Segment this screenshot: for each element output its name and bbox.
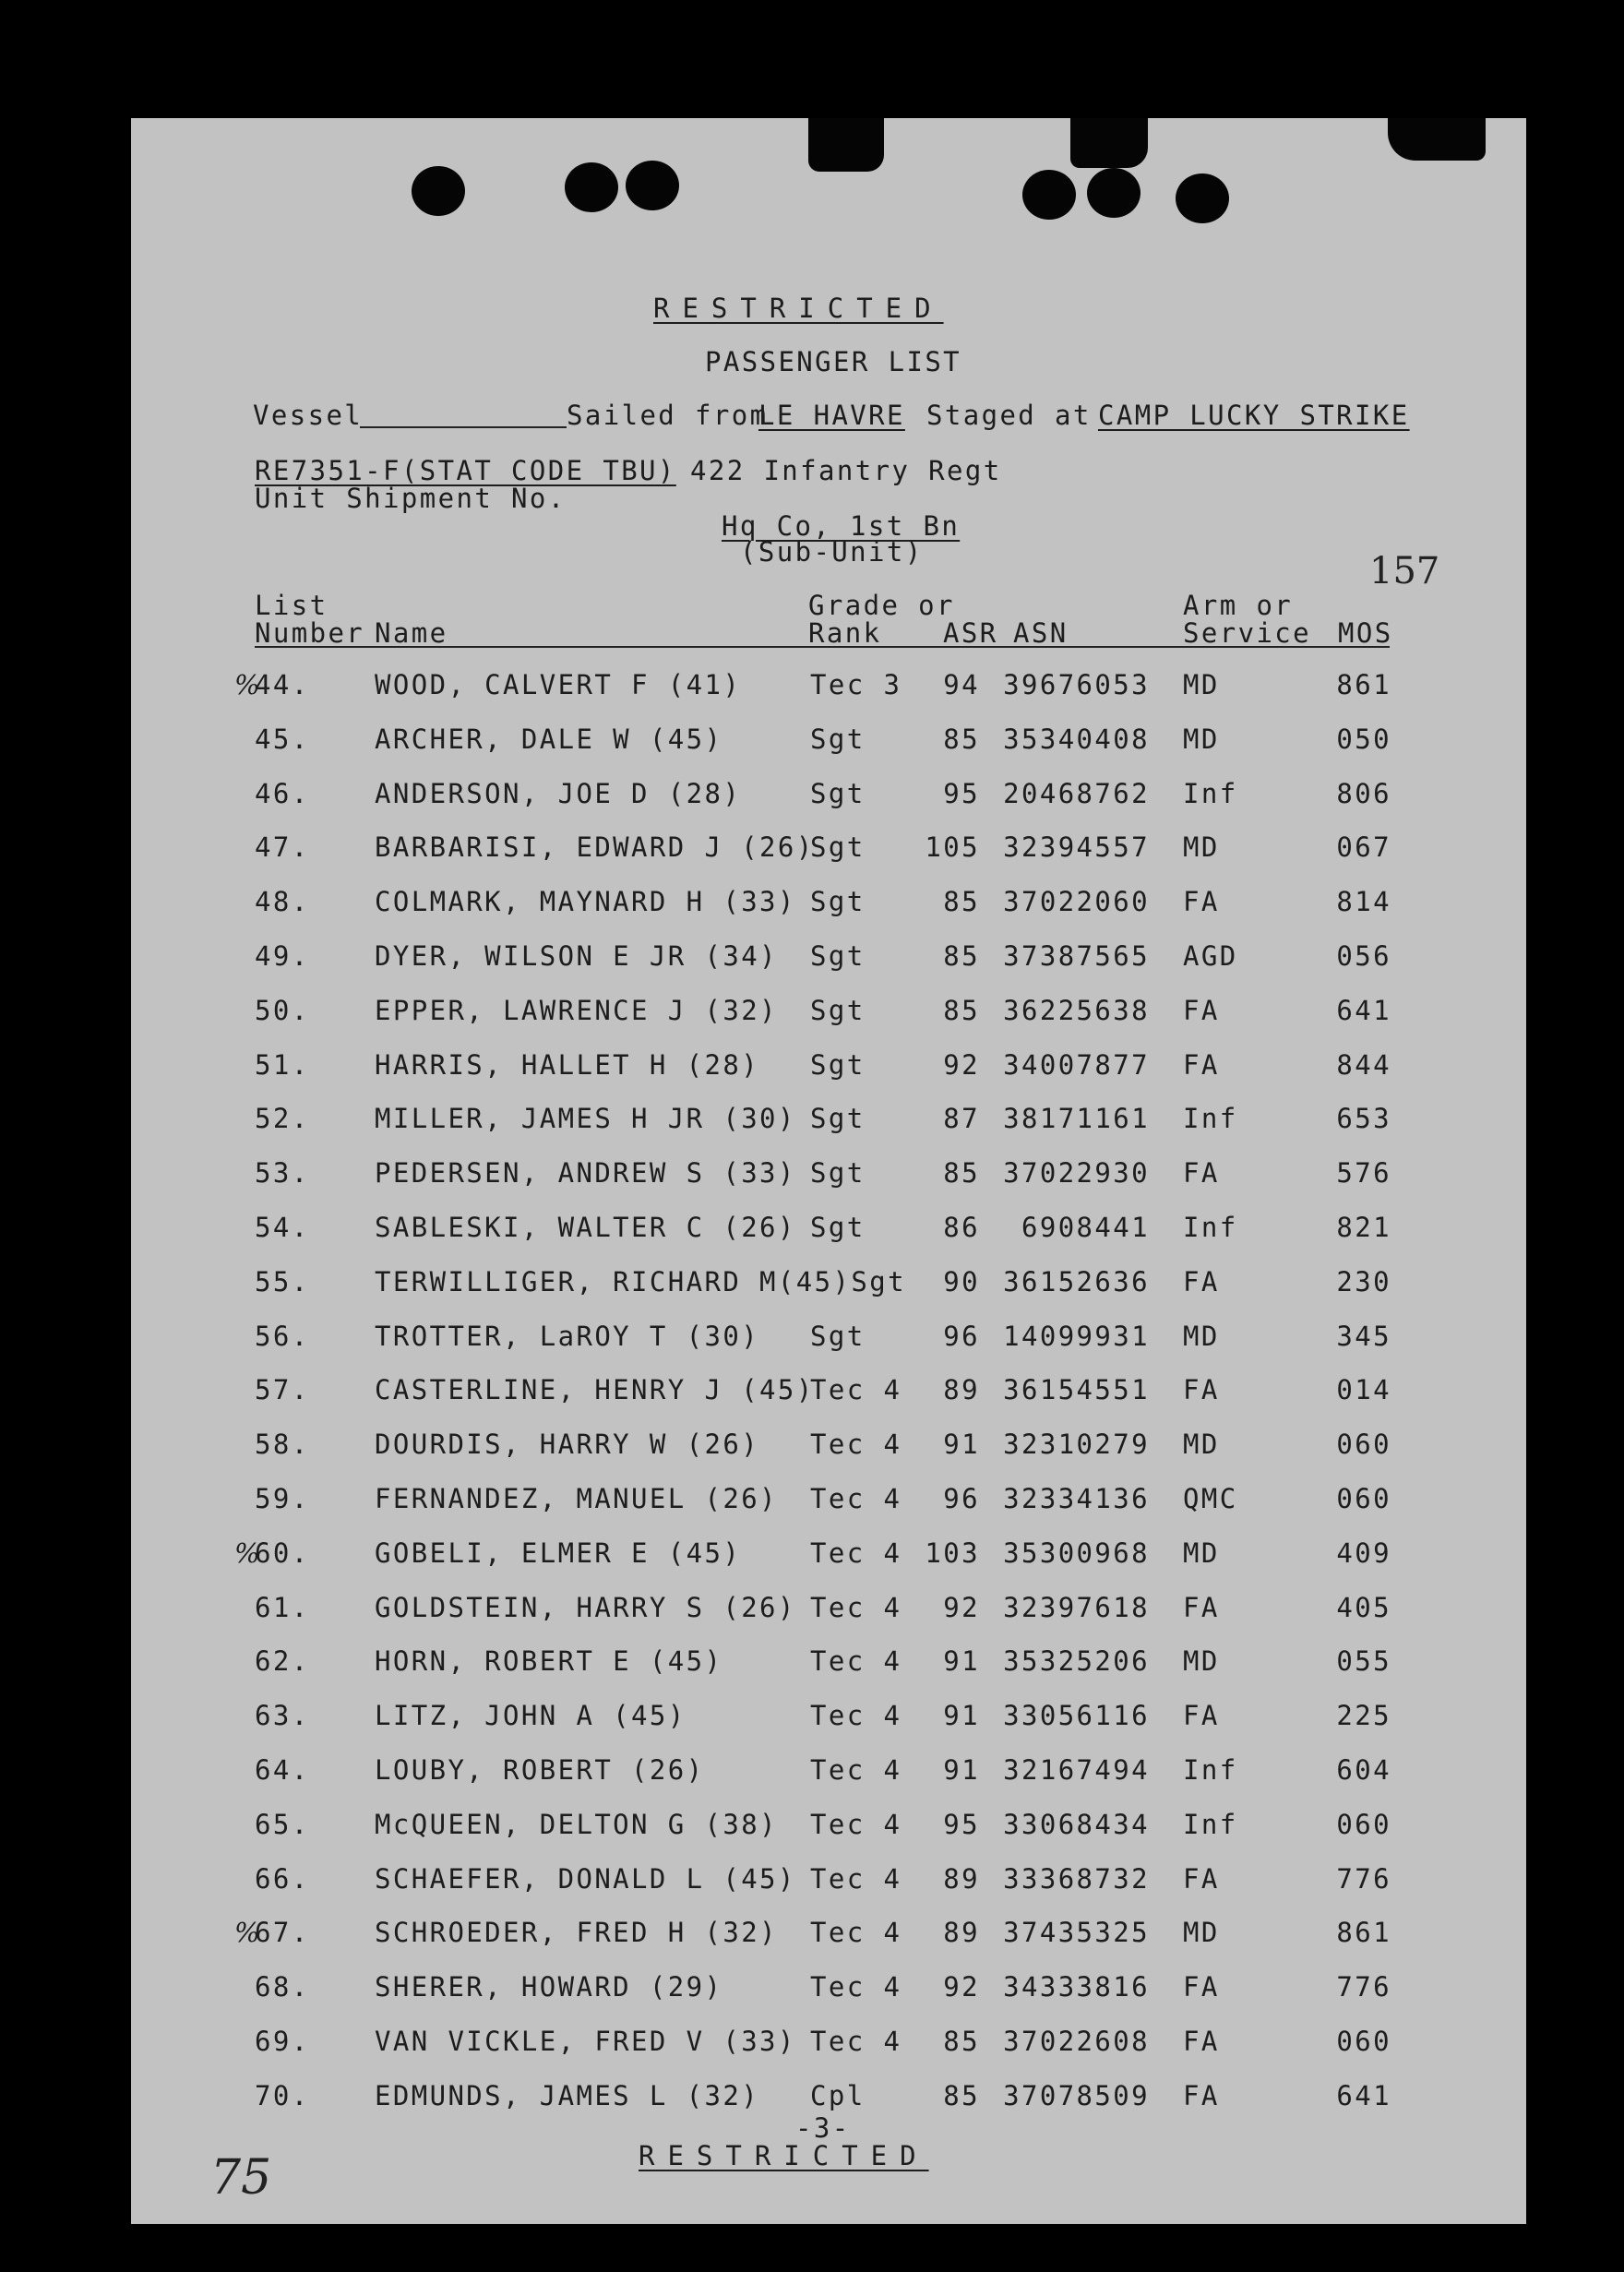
row-number: 65. [255,1808,310,1840]
row-number: 47. [255,831,310,864]
row-mos: 409 [1336,1537,1391,1569]
row-asr: 91 [943,1645,980,1678]
restricted-footer: RESTRICTED [639,2140,929,2171]
row-grade: Sgt [810,1157,866,1190]
row-grade: Sgt [810,1212,866,1243]
row-mos: 806 [1336,777,1391,809]
sub-unit: Hq Co, 1st Bn [722,510,961,542]
row-name: SCHAEFER, DONALD L (45) [375,1862,796,1895]
row-arm: MD [1183,1429,1220,1461]
row-asn: 35300968 [1003,1537,1150,1569]
row-mos: 405 [1336,1591,1391,1623]
row-arm: MD [1183,831,1220,864]
col-list: List [255,590,328,621]
row-asn: 38171161 [1003,1103,1150,1135]
punch-hole [412,166,465,216]
row-mos: 060 [1336,1429,1391,1461]
row-number: 53. [255,1157,310,1190]
row-number: 63. [255,1700,310,1732]
page-number: -3- [795,2112,851,2144]
row-asr: 96 [943,1483,980,1514]
row-asr: 85 [943,1157,980,1190]
table-row [0,723,1624,759]
row-number: 59. [255,1483,310,1514]
table-row [0,1483,1624,1519]
punch-hole [1176,173,1229,223]
row-name: FERNANDEZ, MANUEL (26) [375,1483,778,1514]
row-mos: 821 [1336,1212,1391,1243]
row-grade: Tec 4 [810,1862,902,1895]
row-grade: Tec 4 [810,1591,902,1623]
table-row [0,994,1624,1031]
row-number: 64. [255,1754,310,1786]
col-arm: Arm or [1183,590,1294,621]
row-mos: 844 [1336,1048,1391,1081]
row-mos: 060 [1336,1483,1391,1514]
row-mos: 225 [1336,1700,1391,1732]
table-row [0,886,1624,922]
row-asn: 35340408 [1003,723,1150,755]
row-asn: 32167494 [1003,1754,1150,1786]
page-stamp: 157 [1369,550,1440,592]
row-asn: 37022930 [1003,1157,1150,1190]
row-mos: 641 [1336,994,1391,1026]
row-number: 61. [255,1591,310,1623]
row-mos: 060 [1336,1808,1391,1840]
row-asn: 36225638 [1003,994,1150,1026]
row-arm: FA [1183,1157,1220,1190]
row-number: 58. [255,1429,310,1461]
row-mos: 776 [1336,1971,1391,2003]
table-row [0,1103,1624,1139]
row-asr: 89 [943,1862,980,1895]
table-row [0,2028,1624,2062]
row-arm: FA [1183,1374,1220,1406]
row-number: 66. [255,1862,310,1895]
regiment: 422 Infantry Regt [690,455,1002,486]
row-number: 67. [255,1917,310,1949]
row-name: PEDERSEN, ANDREW S (33) [375,1157,796,1190]
row-mark: % [234,669,262,700]
row-number: 54. [255,1212,310,1243]
row-asn: 35325206 [1003,1645,1150,1678]
row-name: LITZ, JOHN A (45) [375,1700,687,1732]
restricted-title: RESTRICTED [653,293,944,324]
row-number: 56. [255,1320,310,1352]
row-mos: 050 [1336,723,1391,755]
passenger-list-title: PASSENGER LIST [705,346,962,377]
row-grade: Tec 4 [810,1645,902,1678]
row-number: 70. [255,2079,310,2111]
row-number: 55. [255,1265,310,1297]
row-asr: 94 [943,669,980,700]
row-number: 45. [255,723,310,755]
row-name: TERWILLIGER, RICHARD M(45)Sgt [375,1265,906,1297]
row-number: 60. [255,1537,310,1569]
row-name: McQUEEN, DELTON G (38) [375,1808,778,1840]
staged-label: Staged at [926,400,1092,431]
row-arm: MD [1183,669,1220,700]
row-grade: Tec 4 [810,1971,902,2003]
table-row [0,940,1624,976]
row-asr: 85 [943,723,980,755]
row-asn: 33368732 [1003,1862,1150,1895]
col-mos: MOS [1338,617,1393,649]
row-mos: 055 [1336,1645,1391,1678]
row-grade: Cpl [810,2079,866,2111]
row-asr: 91 [943,1700,980,1732]
row-asn: 37387565 [1003,940,1150,972]
row-mos: 861 [1336,1917,1391,1949]
row-name: GOLDSTEIN, HARRY S (26) [375,1591,796,1623]
row-asr: 85 [943,994,980,1026]
row-asn: 37435325 [1003,1917,1150,1949]
row-arm: MD [1183,1645,1220,1678]
row-asn: 32397618 [1003,1591,1150,1623]
row-name: MILLER, JAMES H JR (30) [375,1103,796,1135]
row-name: TROTTER, LaROY T (30) [375,1320,760,1352]
row-grade: Sgt [810,940,866,972]
row-asr: 87 [943,1103,980,1135]
row-number: 69. [255,2026,310,2057]
row-asr: 90 [943,1265,980,1297]
row-asr: 85 [943,2026,980,2057]
row-arm: FA [1183,1700,1220,1732]
sub-unit-label: (Sub-Unit) [740,536,924,568]
table-row [0,1591,1624,1628]
row-grade: Sgt [810,1103,866,1135]
row-number: 51. [255,1048,310,1081]
vessel-label: Vessel [253,400,364,431]
row-asr: 92 [943,1591,980,1623]
row-number: 49. [255,940,310,972]
row-arm: FA [1183,2026,1220,2057]
col-asr: ASR [943,617,998,649]
row-grade: Tec 4 [810,1808,902,1840]
row-grade: Tec 4 [810,1754,902,1786]
row-arm: Inf [1183,1212,1238,1243]
row-name: EDMUNDS, JAMES L (32) [375,2079,760,2111]
row-name: LOUBY, ROBERT (26) [375,1754,705,1786]
row-mos: 776 [1336,1862,1391,1895]
row-arm: FA [1183,1971,1220,2003]
row-number: 57. [255,1374,310,1406]
sailed-value: LE HAVRE [758,400,905,431]
punch-hole [565,162,618,212]
staged-value: CAMP LUCKY STRIKE [1098,400,1410,431]
row-asn: 32310279 [1003,1429,1150,1461]
table-row [0,1700,1624,1736]
row-arm: FA [1183,2079,1220,2111]
row-name: DOURDIS, HARRY W (26) [375,1429,760,1461]
row-asr: 91 [943,1754,980,1786]
row-asr: 96 [943,1320,980,1352]
row-name: GOBELI, ELMER E (45) [375,1537,742,1569]
row-mos: 230 [1336,1265,1391,1297]
table-row [0,1645,1624,1681]
row-arm: Inf [1183,777,1238,809]
row-arm: Inf [1183,1103,1238,1135]
row-mos: 576 [1336,1157,1391,1190]
torn-notch [1388,118,1486,161]
torn-notch [808,118,884,172]
unit-code: RE7351-F(STAT CODE TBU) [255,455,676,486]
col-number: Number [255,617,365,649]
row-asn: 14099931 [1003,1320,1150,1352]
row-grade: Tec 4 [810,1537,902,1569]
row-grade: Tec 4 [810,1429,902,1461]
row-arm: MD [1183,1917,1220,1949]
row-asr: 103 [925,1537,980,1569]
row-number: 52. [255,1103,310,1135]
col-name: Name [375,617,448,649]
row-asn: 37078509 [1003,2079,1150,2111]
row-asr: 91 [943,1429,980,1461]
row-arm: Inf [1183,1808,1238,1840]
row-asn: 37022060 [1003,886,1150,918]
row-asn: 34007877 [1003,1048,1150,1081]
row-grade: Sgt [810,994,866,1026]
row-arm: MD [1183,1537,1220,1569]
row-asn: 39676053 [1003,669,1150,700]
table-row [0,1048,1624,1085]
row-arm: QMC [1183,1483,1238,1514]
table-row [0,1754,1624,1790]
col-rank: Rank [808,617,882,649]
row-asn: 33056116 [1003,1700,1150,1732]
row-grade: Sgt [810,1320,866,1352]
row-mos: 056 [1336,940,1391,972]
row-name: CASTERLINE, HENRY J (45) [375,1374,815,1406]
row-mos: 060 [1336,2026,1391,2057]
row-grade: Sgt [810,723,866,755]
row-grade: Sgt [810,831,866,864]
table-row [0,1808,1624,1845]
row-grade: Sgt [810,777,866,809]
row-asr: 85 [943,886,980,918]
row-asr: 85 [943,940,980,972]
row-asr: 89 [943,1917,980,1949]
row-grade: Sgt [810,1048,866,1081]
row-arm: FA [1183,886,1220,918]
row-name: BARBARISI, EDWARD J (26) [375,831,815,864]
unit-shipment-label: Unit Shipment No. [255,483,567,514]
row-mos: 641 [1336,2079,1391,2111]
table-row [0,1862,1624,1899]
table-row [0,831,1624,867]
row-asn: 6908441 [1021,1212,1150,1243]
row-asr: 95 [943,777,980,809]
row-grade: Sgt [810,886,866,918]
table-row [0,1265,1624,1302]
row-name: VAN VICKLE, FRED V (33) [375,2026,796,2057]
table-row [0,1214,1624,1248]
row-number: 62. [255,1645,310,1678]
row-grade: Tec 4 [810,1917,902,1949]
row-grade: Tec 4 [810,1374,902,1406]
torn-notch [1070,118,1148,168]
row-mos: 653 [1336,1103,1391,1135]
row-asr: 95 [943,1808,980,1840]
row-arm: FA [1183,1862,1220,1895]
table-row [0,1431,1624,1465]
row-number: 48. [255,886,310,918]
col-service: Service [1183,617,1312,649]
punch-hole [1022,170,1076,220]
row-mos: 345 [1336,1320,1391,1352]
col-grade: Grade or [808,590,955,621]
row-arm: FA [1183,1048,1220,1081]
row-asr: 85 [943,2079,980,2111]
table-row [0,1971,1624,2007]
row-asr: 92 [943,1971,980,2003]
row-asn: 33068434 [1003,1808,1150,1840]
row-asn: 32334136 [1003,1483,1150,1514]
row-mos: 604 [1336,1754,1391,1786]
row-arm: MD [1183,723,1220,755]
row-asn: 20468762 [1003,777,1150,809]
table-row [0,1374,1624,1410]
table-row [0,1320,1624,1357]
table-row [0,1919,1624,1953]
row-asn: 36152636 [1003,1265,1150,1297]
row-mark: % [234,1917,262,1949]
row-number: 44. [255,669,310,700]
row-asr: 89 [943,1374,980,1406]
row-asn: 37022608 [1003,2026,1150,2057]
row-number: 68. [255,1971,310,2003]
row-asn: 34333816 [1003,1971,1150,2003]
handwritten-note: 75 [210,2150,272,2206]
row-grade: Tec 4 [810,1700,902,1732]
row-mos: 861 [1336,669,1391,700]
row-arm: AGD [1183,940,1238,972]
row-grade: Tec 3 [810,669,902,700]
vessel-blank [360,426,567,428]
row-number: 46. [255,777,310,809]
row-name: EPPER, LAWRENCE J (32) [375,994,778,1026]
table-row [0,2079,1624,2116]
row-mos: 014 [1336,1374,1391,1406]
row-name: WOOD, CALVERT F (41) [375,669,742,700]
row-name: DYER, WILSON E JR (34) [375,940,778,972]
table-row [0,1157,1624,1193]
row-mos: 814 [1336,886,1391,918]
row-name: SHERER, HOWARD (29) [375,1971,723,2003]
row-arm: FA [1183,1265,1220,1297]
row-name: COLMARK, MAYNARD H (33) [375,886,796,918]
punch-hole [626,161,679,210]
row-name: HORN, ROBERT E (45) [375,1645,723,1678]
row-name: ARCHER, DALE W (45) [375,723,723,755]
row-grade: Tec 4 [810,2026,902,2057]
row-name: SABLESKI, WALTER C (26) [375,1212,796,1243]
row-grade: Tec 4 [810,1483,902,1514]
row-asn: 36154551 [1003,1374,1150,1406]
row-name: SCHROEDER, FRED H (32) [375,1917,778,1949]
row-name: ANDERSON, JOE D (28) [375,777,742,809]
row-arm: FA [1183,1591,1220,1623]
row-arm: Inf [1183,1754,1238,1786]
row-asr: 92 [943,1048,980,1081]
row-name: HARRIS, HALLET H (28) [375,1048,760,1081]
sailed-label: Sailed from [567,400,769,431]
punch-hole [1087,168,1140,218]
row-arm: FA [1183,994,1220,1026]
row-number: 50. [255,994,310,1026]
row-mark: % [234,1537,262,1569]
table-row [0,777,1624,814]
row-arm: MD [1183,1320,1220,1352]
row-asn: 32394557 [1003,831,1150,864]
row-asr: 86 [943,1212,980,1243]
table-row [0,1537,1624,1573]
table-row [0,669,1624,705]
row-asr: 105 [925,831,980,864]
row-mos: 067 [1336,831,1391,864]
col-asn: ASN [1013,617,1069,649]
